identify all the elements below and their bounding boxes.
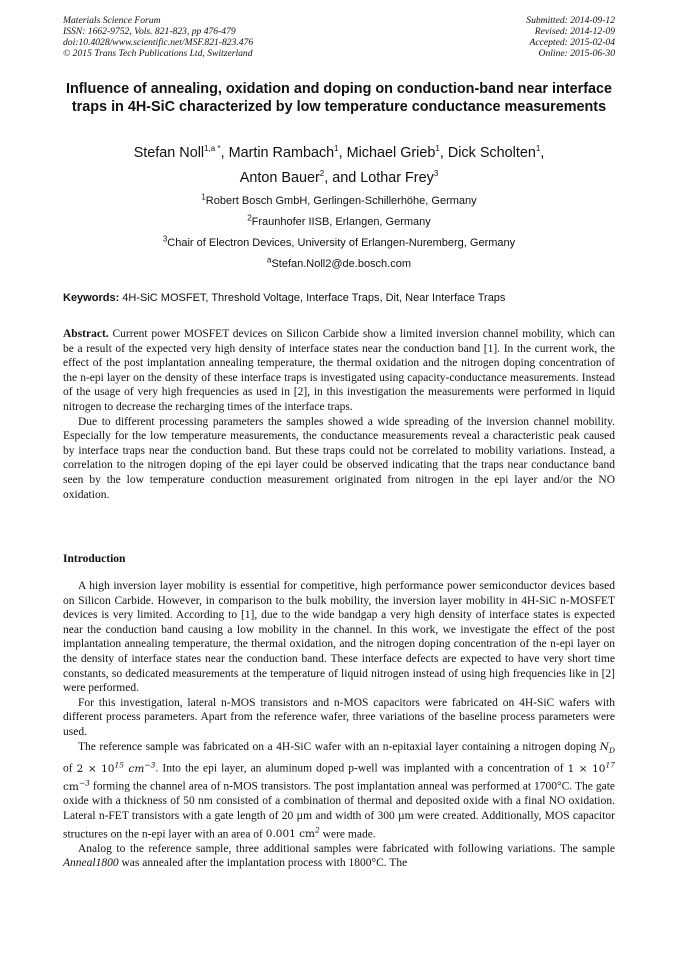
author-name: Stefan Noll xyxy=(133,145,205,161)
body-paragraph xyxy=(63,740,615,842)
abstract xyxy=(63,327,615,502)
affiliation xyxy=(60,236,618,250)
abstract-paragraph: Due to different processing parameters the samples showed a wide spreading of the inversion channel mobility. Especially for the low temperature measurements, the conductance measurements reveal a characteristic peak caused by interface traps near the conduction band. But these traps could not be correlated to mobility variations. Instead, a correlation to the nitrogen doping of the epi layer could be observed indicating that the traps near conductance band seen by the low temperature conduction measurement originated from nitrogen in the epi layer and/or the NO oxidation. xyxy=(63,415,615,501)
author-name: Dick Scholten xyxy=(447,145,536,161)
journal-name: Materials Science Forum xyxy=(63,15,161,26)
affiliation xyxy=(60,215,618,229)
math-expression xyxy=(76,760,156,775)
author-name: Anton Bauer xyxy=(239,170,320,186)
math-value: 0.001 cm xyxy=(265,828,316,841)
sample-name: Anneal1800 xyxy=(63,857,119,870)
date-submitted: Submitted: 2014-09-12 xyxy=(526,15,615,26)
affiliation-mark: 2 xyxy=(247,213,252,223)
paragraph-text: of xyxy=(63,762,77,775)
math-value: 2 × 10 xyxy=(76,762,115,775)
abstract-text: Current power MOSFET devices on Silicon Carbide show a limited inversion channel mobility, which can be a result of the expected very high density of interface states near the conduction band [1]. In the current work, the effect of the post implantation annealing temperature, the thermal oxidation and the nitrogen doping concentration of the n-epi layer on the density of these interface traps is investigated using capacity-conductance measurements. Instead of the usage of very high frequencies as used in [2], in this investigation the measurements were performed in liquid nitrogen to decrease the recharging times of the interface traps. xyxy=(63,328,615,413)
author-affiliation-mark: 1,a * xyxy=(204,144,221,154)
keywords-label: Keywords: xyxy=(63,292,120,304)
author-affiliation-mark: 3 xyxy=(433,169,439,179)
date-revised: Revised: 2014-12-09 xyxy=(534,26,615,37)
date-online: Online: 2015-06-30 xyxy=(538,48,615,59)
paragraph-text: The reference sample was fabricated on a 4H-SiC wafer with an n-epitaxial layer containing a nitrogen doping xyxy=(78,740,600,753)
abstract-label: Abstract. xyxy=(63,328,109,340)
journal-copyright: © 2015 Trans Tech Publications Ltd, Switzerland xyxy=(63,48,253,59)
paragraph-text: . Into the epi layer, an aluminum doped p-well was implanted with a concentration of xyxy=(155,762,568,775)
introduction-body xyxy=(63,579,615,871)
affiliation-text: Fraunhofer IISB, Erlangen, Germany xyxy=(251,216,431,228)
affiliation-mark: a xyxy=(266,255,272,265)
body-paragraph: For this investigation, lateral n-MOS transistors and n-MOS capacitors were fabricated on 4H-SiC wafers with different process parameters. Apart from the reference wafer, three variations of the baseline process parameters were used. xyxy=(63,696,615,738)
keywords xyxy=(63,291,615,305)
journal-info xyxy=(63,15,363,59)
affiliation-text: Robert Bosch GmbH, Gerlingen-Schillerhöhe, Germany xyxy=(205,195,477,207)
math-value: 1 × 10 xyxy=(567,762,606,775)
journal-issn: ISSN: 1662-9752, Vols. 821-823, pp 476-479 xyxy=(63,26,236,37)
math-symbol xyxy=(600,741,615,753)
author-affiliation-mark: 1 xyxy=(334,144,339,154)
publication-dates xyxy=(415,15,615,59)
email-text: Stefan.Noll2@de.bosch.com xyxy=(271,258,412,270)
affiliation-mark: 3 xyxy=(162,234,168,244)
math-exponent: 2 xyxy=(315,825,320,835)
paragraph-text: was annealed after the implantation process with 1800°C. The xyxy=(118,857,408,870)
author-name: Martin Rambach xyxy=(228,145,335,161)
math-exponent: 17 xyxy=(605,760,615,770)
author-name: Lothar Frey xyxy=(360,170,434,186)
affiliation xyxy=(60,194,618,208)
math-unit: cm xyxy=(124,762,145,775)
author-affiliation-mark: 1 xyxy=(535,144,541,154)
author-affiliation-mark: 1 xyxy=(435,144,440,154)
journal-doi: doi:10.4028/www.scientific.net/MSF.821-823.476 xyxy=(63,37,254,48)
author-name: Michael Grieb xyxy=(346,145,436,161)
math-exponent: −3 xyxy=(78,778,90,788)
affiliation-text: Chair of Electron Devices, University of Erlangen-Nuremberg, Germany xyxy=(167,237,516,249)
abstract-paragraph xyxy=(63,327,615,415)
author-list: Stefan Noll$^{1,a *}$, Martin Rambach$^1$, Michael Grieb$^1$, Dick Scholten$^1$, Anton Bauer$^2$, and Lothar Frey$^3$ xyxy=(133,144,545,186)
affiliation-mark: 1 xyxy=(201,192,206,202)
paragraph-text: Analog to the reference sample, three additional samples were fabricated with following variations. The sample xyxy=(78,842,615,855)
math-sub: D xyxy=(608,745,615,755)
paragraph-text: were made. xyxy=(319,828,376,841)
body-paragraph xyxy=(63,842,615,871)
math-var: N xyxy=(599,740,609,753)
author-affiliation-mark: 2 xyxy=(319,169,325,179)
date-accepted: Accepted: 2015-02-04 xyxy=(529,37,615,48)
math-expression xyxy=(265,825,320,841)
math-exponent: −3 xyxy=(144,760,156,770)
author-email xyxy=(60,257,618,271)
section-heading: Introduction xyxy=(63,553,126,565)
math-exponent: 15 xyxy=(114,760,125,770)
paper-title: Influence of annealing, oxidation and doping on conduction-band near interface traps in 4H-SiC characterized by low temperature conductance measurements xyxy=(65,81,613,115)
paragraph-text: forming the channel area of n-MOS transistors. The post implantation anneal was performed at 1700°C. The gate oxide with a thickness of 50 nm consisted of a combination of thermal and deposited oxide with a final NO oxidation. Lateral n-FET transistors with a gate length of 20 µm and width of 300 µm were created. Additionally, MOS capacitor structures on the n-epi layer with an area of xyxy=(63,780,615,841)
keywords-text: 4H-SiC MOSFET, Threshold Voltage, Interface Traps, Dit, Near Interface Traps xyxy=(119,292,506,304)
math-unit: cm xyxy=(63,780,79,793)
body-paragraph: A high inversion layer mobility is essential for competitive, high performance power semiconductor devices based on Silicon Carbide. However, in comparison to the bulk mobility, the inversion layer mobility in 4H-SiC n-MOSFET devices is very limited. According to [1], due to the wide bandgap a very high density of interface states is expected near the conduction band causing a low mobility in the channel. In this work, we investigate the effect of the post implantation annealing temperature, the thermal oxidation, and the nitrogen doping concentration of the n-epi layer on the density of interface states near the conduction band. These interface defects are expected to have very short time constants, so dedicated measurements at the temperature of liquid nitrogen instead of using high frequencies like in [2] were performed. xyxy=(63,580,615,695)
